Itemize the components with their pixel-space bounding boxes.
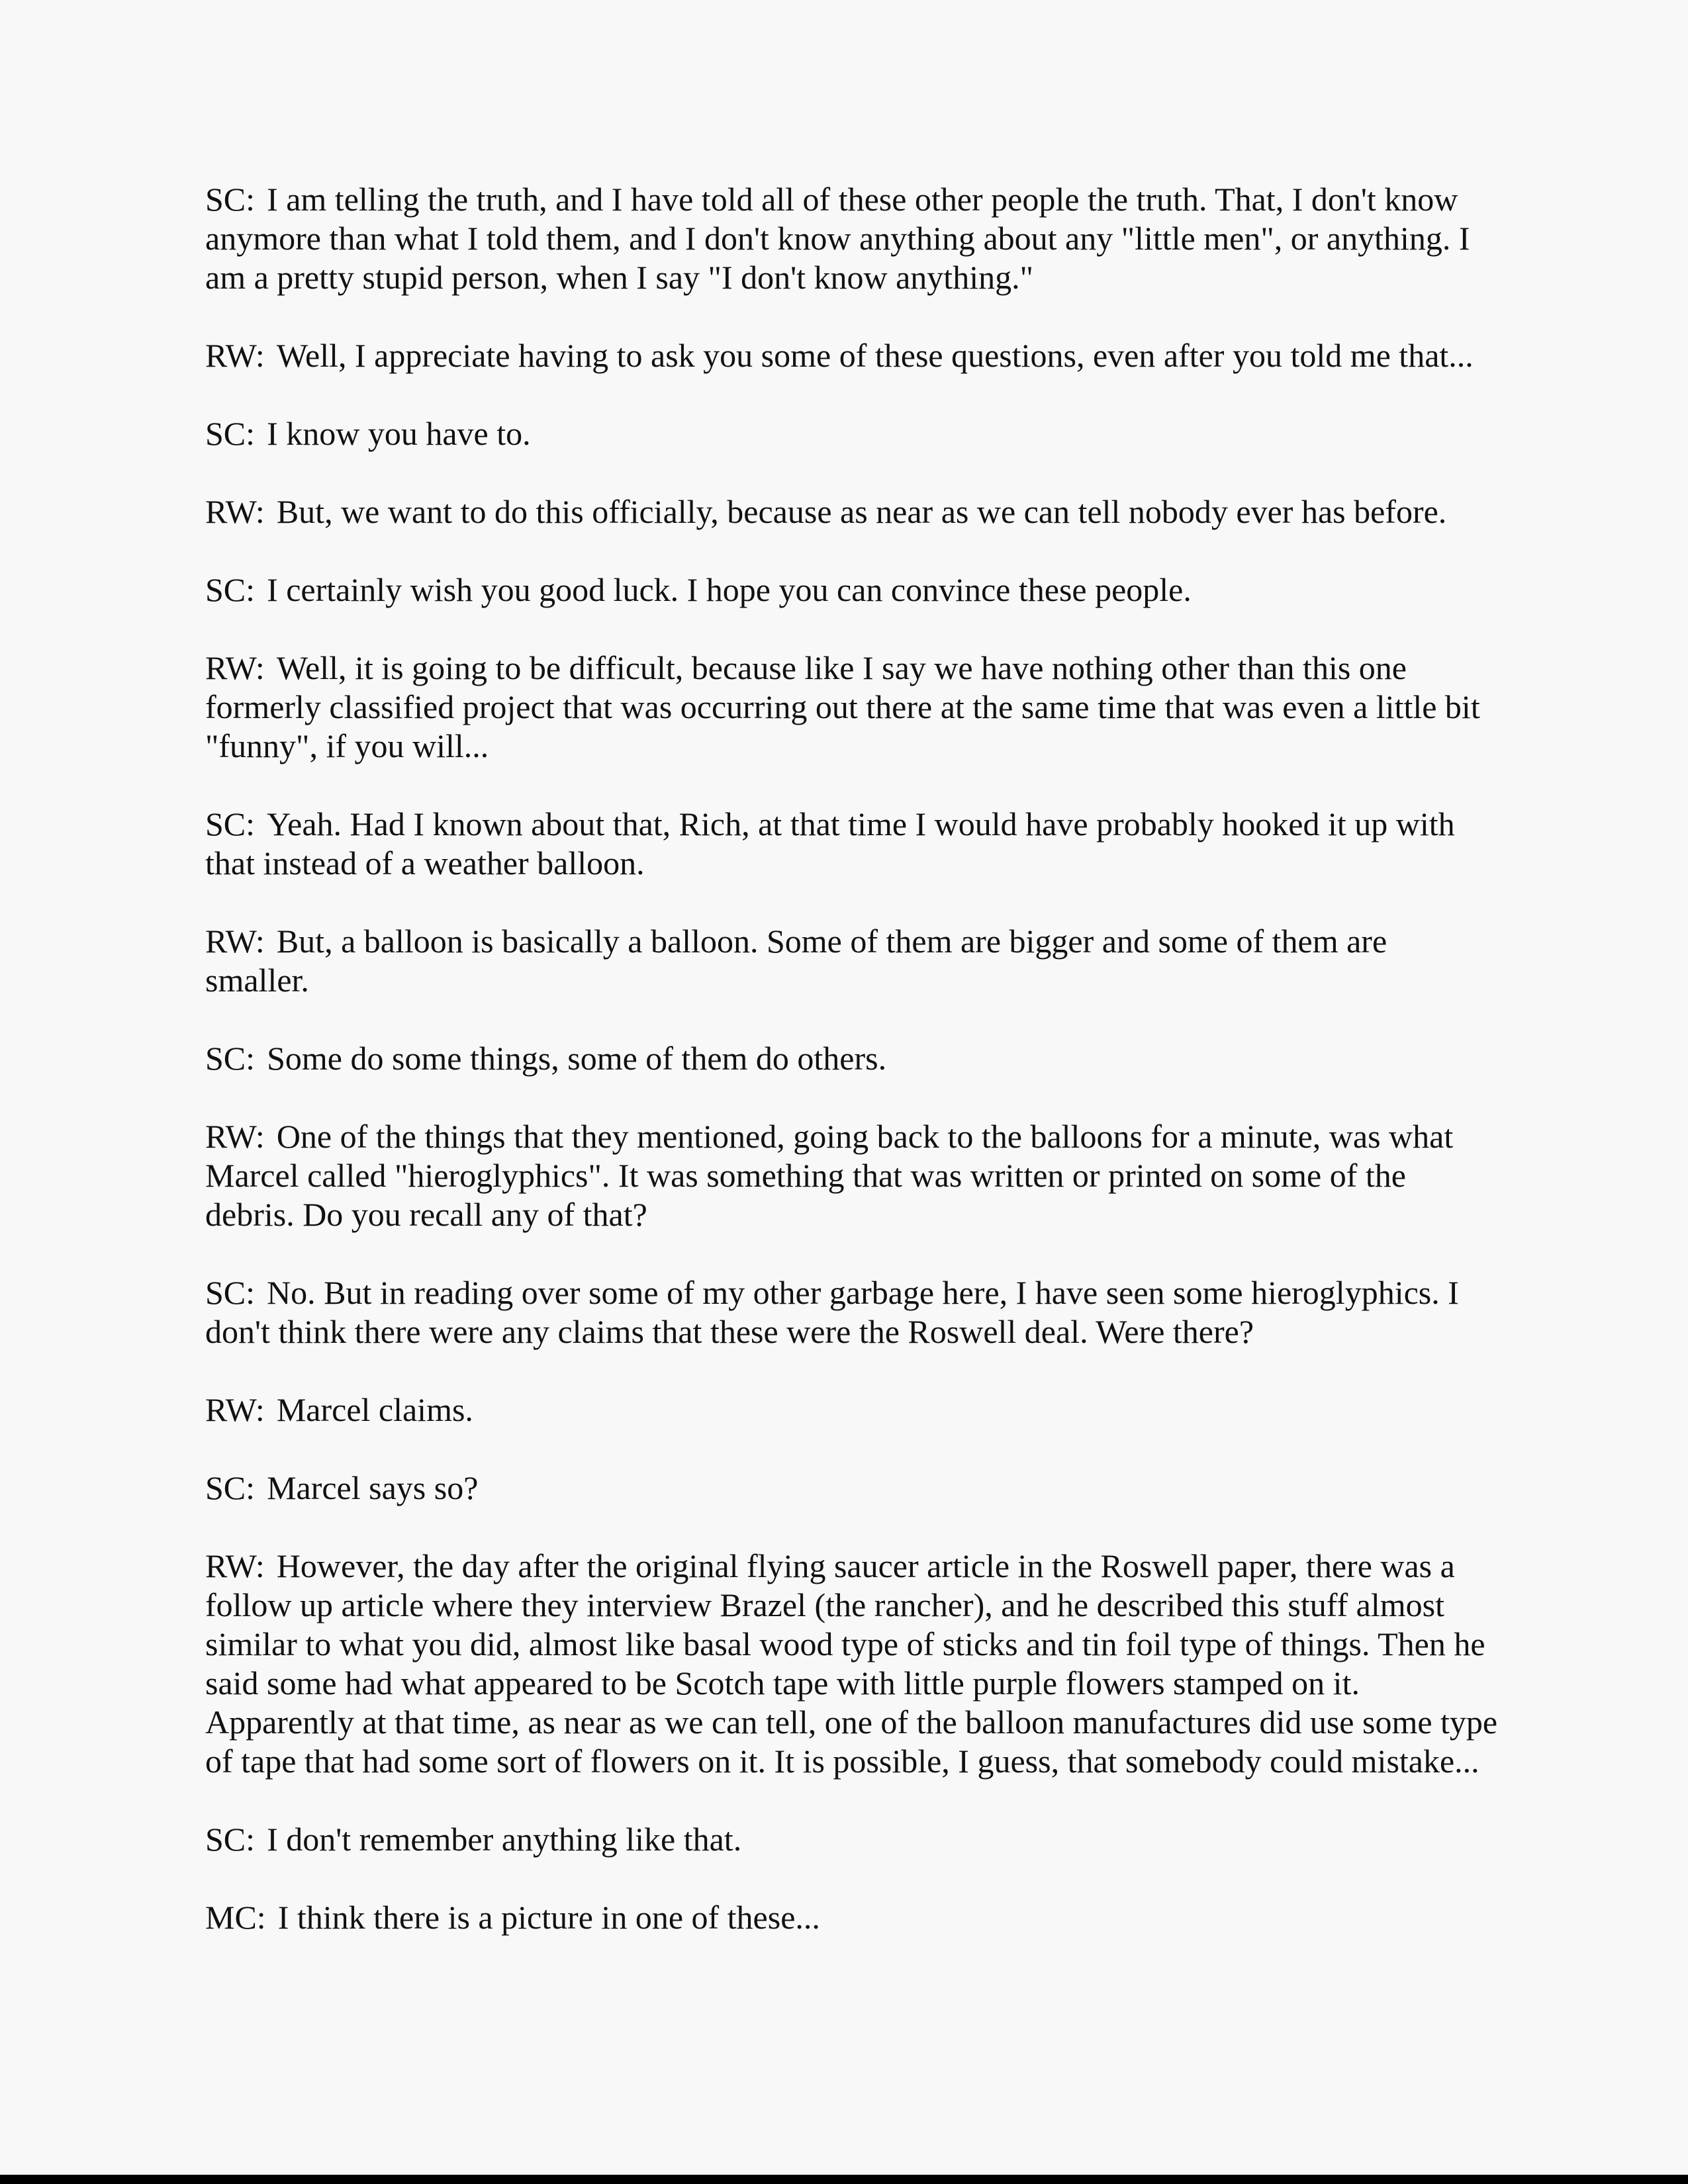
- line-text: I am telling the truth, and I have told all of these other people the truth. That, I don't know: [267, 181, 1458, 218]
- scan-edge-bar: [0, 2175, 1688, 2184]
- transcript-line: [205, 1039, 1523, 1078]
- line-text: said some had what appeared to be Scotch tape with little purple flowers stamped on it.: [205, 1664, 1360, 1702]
- line-text: debris. Do you recall any of that?: [205, 1196, 647, 1233]
- line-text: But, a balloon is basically a balloon. Some of them are bigger and some of them are: [276, 923, 1387, 960]
- speaker-label: SC:: [205, 1469, 256, 1506]
- transcript-paragraph: [205, 1117, 1523, 1234]
- line-text: anymore than what I told them, and I don't know anything about any "little men", or anything. I: [205, 220, 1470, 257]
- transcript-paragraph: [205, 1820, 1523, 1859]
- line-text: "funny", if you will...: [205, 727, 489, 764]
- transcript-line: [205, 1195, 1523, 1234]
- speaker-label: RW:: [205, 1547, 265, 1584]
- line-text: No. But in reading over some of my other garbage here, I have seen some hieroglyphics. I: [267, 1274, 1459, 1311]
- line-text: smaller.: [205, 962, 309, 999]
- speaker-label: SC:: [205, 181, 256, 218]
- line-text: But, we want to do this officially, because as near as we can tell nobody ever has before.: [276, 493, 1447, 530]
- transcript-line: [205, 727, 1523, 766]
- speaker-label: RW:: [205, 1391, 265, 1428]
- line-text: Yeah. Had I known about that, Rich, at that time I would have probably hooked it up with: [267, 805, 1455, 842]
- transcript-paragraph: [205, 414, 1523, 453]
- line-text: Marcel called "hieroglyphics". It was something that was written or printed on some of the: [205, 1157, 1406, 1194]
- transcript-paragraph: [205, 1390, 1523, 1430]
- speaker-label: RW:: [205, 923, 265, 960]
- transcript-line: [205, 1469, 1523, 1508]
- transcript-paragraph: [205, 805, 1523, 883]
- transcript-paragraph: [205, 922, 1523, 1000]
- transcript-line: [205, 1703, 1523, 1742]
- transcript-line: [205, 1312, 1523, 1351]
- line-text: formerly classified project that was occurring out there at the same time that was even a little bit: [205, 688, 1480, 725]
- line-text: don't think there were any claims that these were the Roswell deal. Were there?: [205, 1313, 1254, 1350]
- transcript-paragraph: [205, 180, 1523, 297]
- transcript-line: [205, 922, 1523, 961]
- line-text: Some do some things, some of them do others.: [267, 1040, 887, 1077]
- transcript-line: [205, 180, 1523, 219]
- transcript-line: [205, 336, 1523, 375]
- speaker-label: SC:: [205, 805, 256, 842]
- line-text: Well, I appreciate having to ask you some of these questions, even after you told me that...: [276, 337, 1474, 374]
- line-text: that instead of a weather balloon.: [205, 844, 645, 882]
- transcript-line: [205, 805, 1523, 844]
- transcript-line: [205, 649, 1523, 688]
- speaker-label: SC:: [205, 1040, 256, 1077]
- speaker-label: RW:: [205, 493, 265, 530]
- speaker-label: RW:: [205, 1118, 265, 1155]
- transcript-paragraph: [205, 492, 1523, 531]
- line-text: Marcel claims.: [276, 1391, 473, 1428]
- transcript-paragraph: [205, 649, 1523, 766]
- transcript-paragraph: [205, 336, 1523, 375]
- transcript-line: [205, 1664, 1523, 1703]
- speaker-label: SC:: [205, 1821, 256, 1858]
- speaker-label: SC:: [205, 571, 256, 608]
- line-text: Well, it is going to be difficult, because like I say we have nothing other than this one: [276, 649, 1407, 686]
- transcript-paragraph: [205, 1898, 1523, 1937]
- transcript-line: [205, 219, 1523, 258]
- transcript-line: [205, 1390, 1523, 1430]
- line-text: I think there is a picture in one of these...: [277, 1899, 820, 1936]
- line-text: I know you have to.: [267, 415, 531, 452]
- transcript-line: [205, 1898, 1523, 1937]
- transcript-line: [205, 1156, 1523, 1195]
- line-text: One of the things that they mentioned, going back to the balloons for a minute, was what: [276, 1118, 1454, 1155]
- transcript-line: [205, 1117, 1523, 1156]
- line-text: follow up article where they interview Brazel (the rancher), and he described this stuff almost: [205, 1586, 1444, 1623]
- transcript-paragraph: [205, 1469, 1523, 1508]
- speaker-label: MC:: [205, 1899, 266, 1936]
- transcript-line: [205, 1742, 1523, 1781]
- transcript-paragraph: [205, 570, 1523, 610]
- transcript-line: [205, 258, 1523, 297]
- transcript-line: [205, 1625, 1523, 1664]
- transcript-line: [205, 414, 1523, 453]
- speaker-label: SC:: [205, 415, 256, 452]
- line-text: Marcel says so?: [267, 1469, 479, 1506]
- line-text: However, the day after the original flying saucer article in the Roswell paper, there was a: [276, 1547, 1455, 1584]
- transcript-line: [205, 1586, 1523, 1625]
- transcript-line: [205, 688, 1523, 727]
- line-text: similar to what you did, almost like basal wood type of sticks and tin foil type of things. Then he: [205, 1625, 1485, 1662]
- line-text: of tape that had some sort of flowers on it. It is possible, I guess, that somebody could mistake...: [205, 1743, 1479, 1780]
- transcript-page: [205, 180, 1523, 1976]
- transcript-paragraph: [205, 1547, 1523, 1781]
- speaker-label: RW:: [205, 649, 265, 686]
- transcript-line: [205, 961, 1523, 1000]
- transcript-paragraph: [205, 1039, 1523, 1078]
- transcript-line: [205, 1547, 1523, 1586]
- speaker-label: RW:: [205, 337, 265, 374]
- transcript-paragraph: [205, 1273, 1523, 1351]
- line-text: I certainly wish you good luck. I hope you can convince these people.: [267, 571, 1192, 608]
- transcript-line: [205, 570, 1523, 610]
- transcript-line: [205, 844, 1523, 883]
- transcript-line: [205, 1273, 1523, 1312]
- line-text: am a pretty stupid person, when I say "I don't know anything.": [205, 259, 1034, 296]
- line-text: Apparently at that time, as near as we can tell, one of the balloon manufactures did use some type: [205, 1704, 1498, 1741]
- speaker-label: SC:: [205, 1274, 256, 1311]
- transcript-line: [205, 492, 1523, 531]
- transcript-line: [205, 1820, 1523, 1859]
- line-text: I don't remember anything like that.: [267, 1821, 742, 1858]
